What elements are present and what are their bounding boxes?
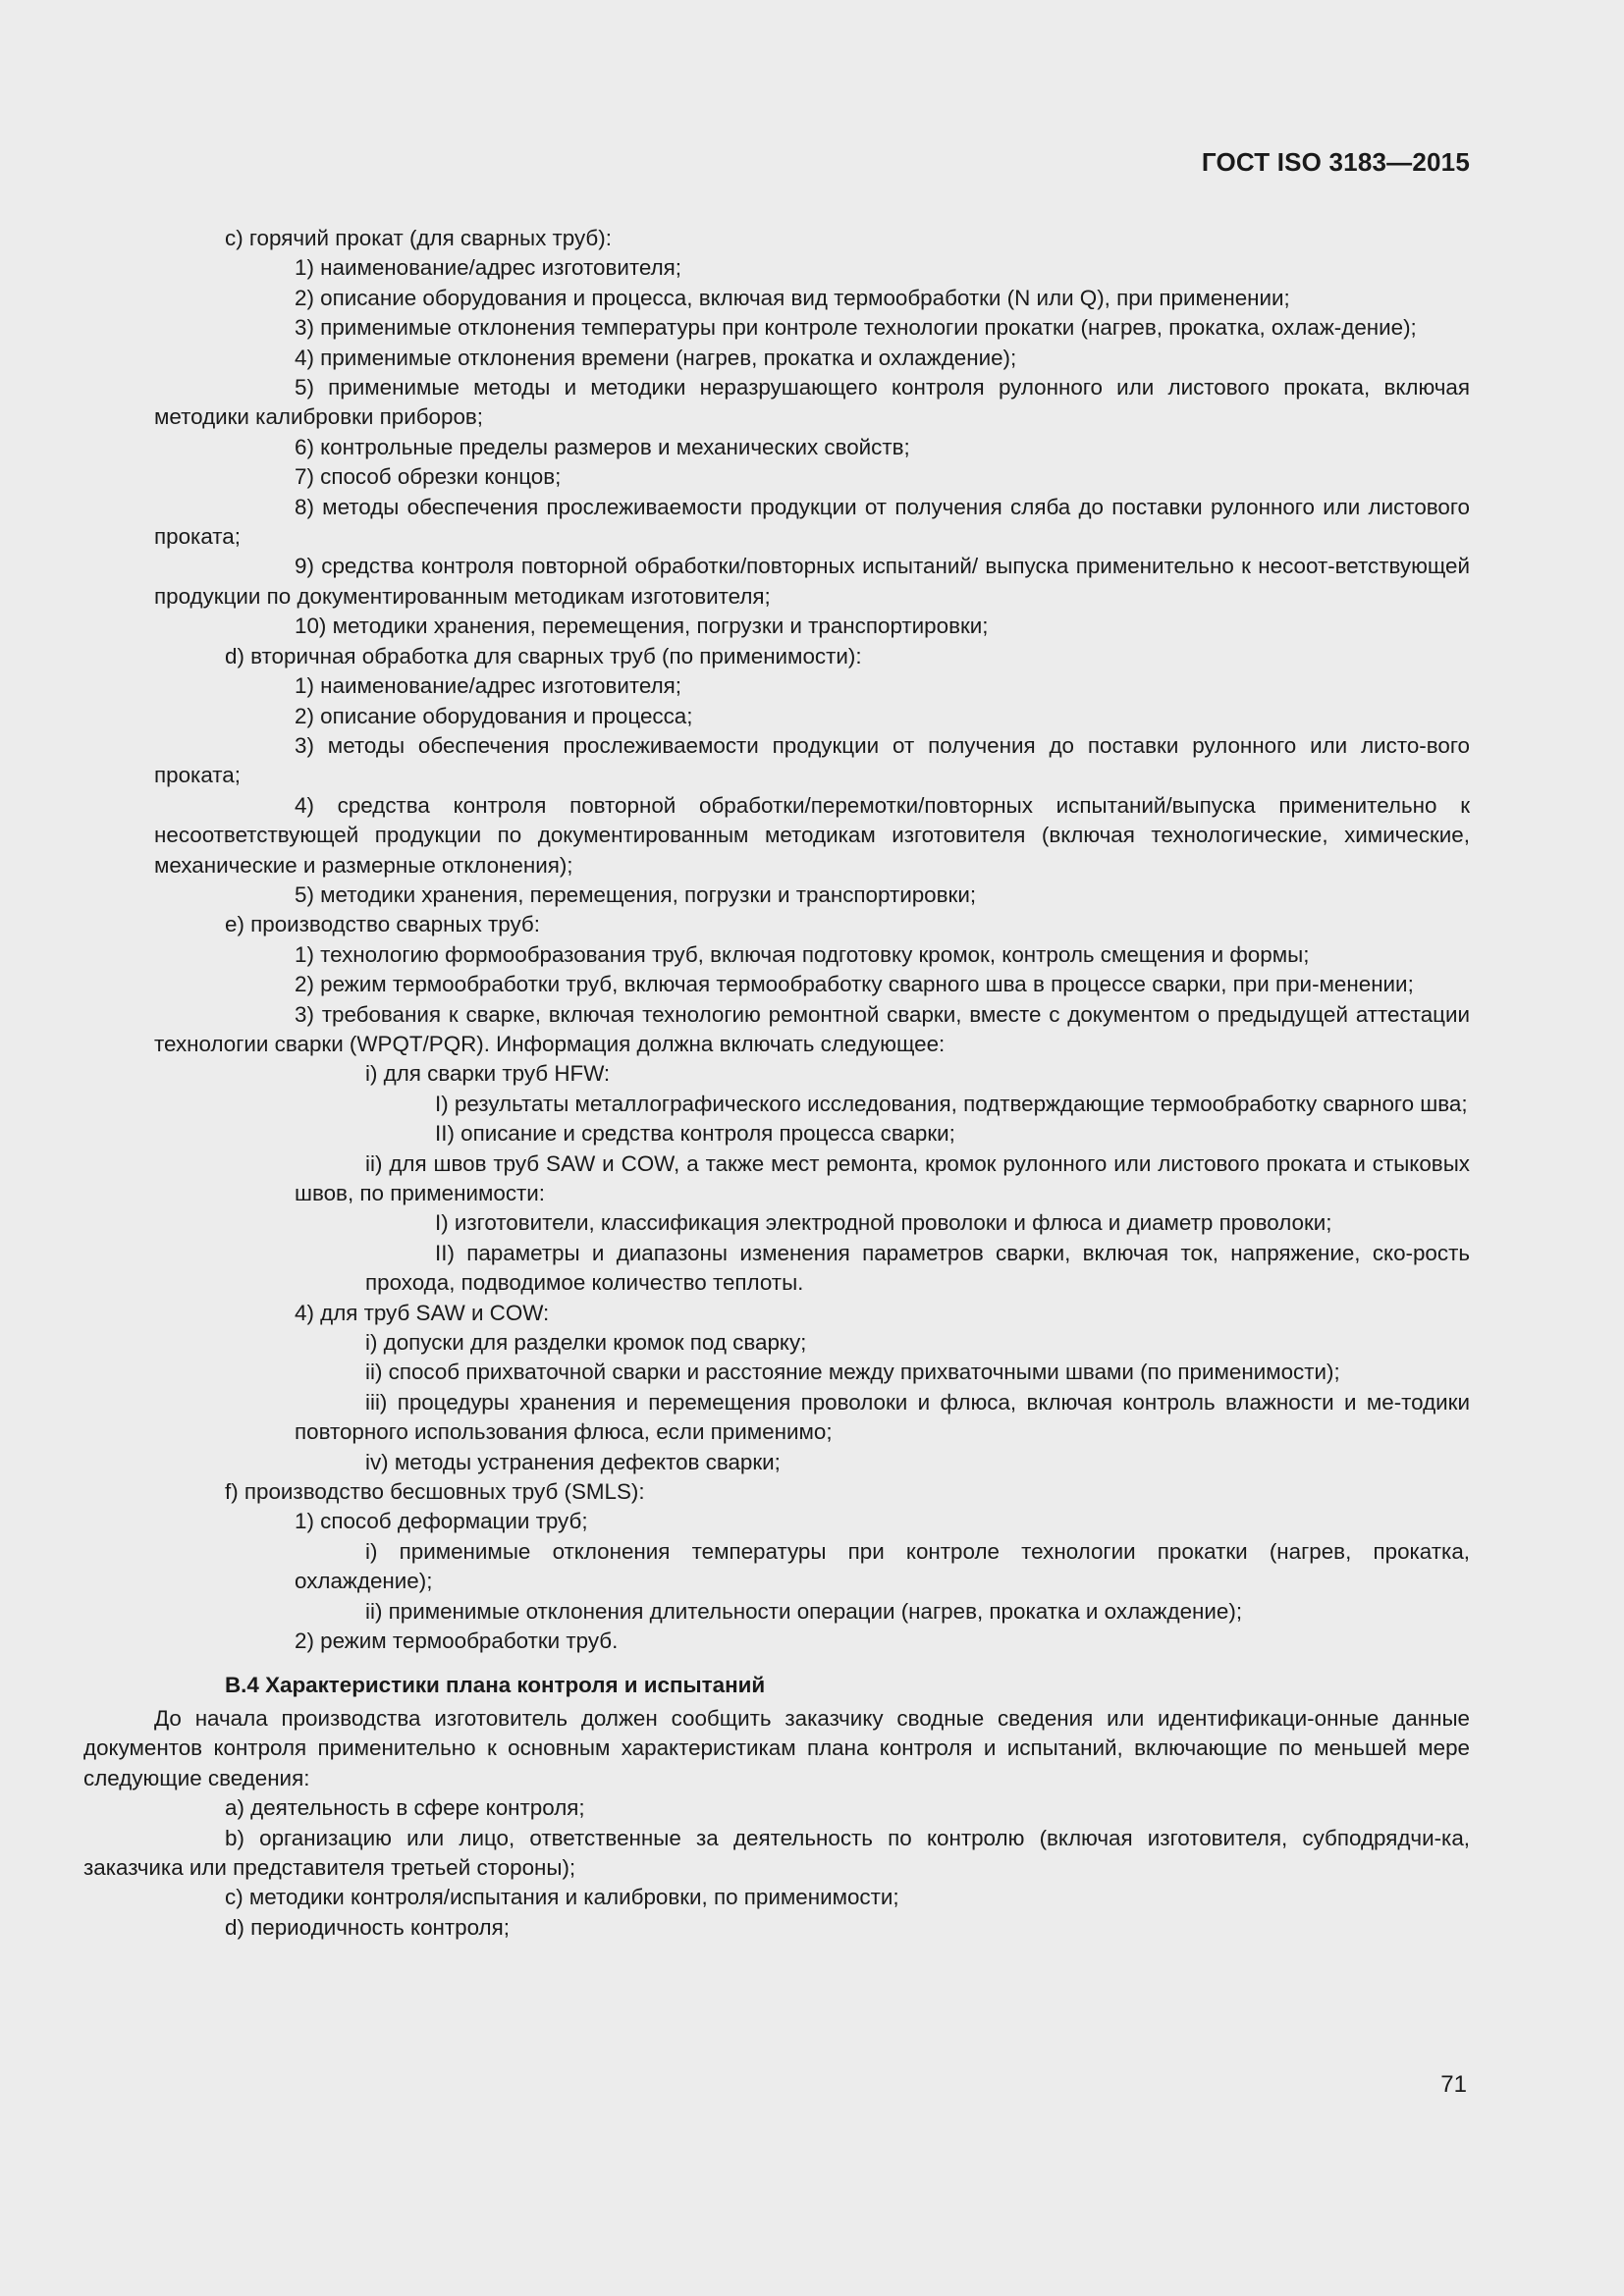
list-item: 2) описание оборудования и процесса, включая вид термообработки (N или Q), при применении; bbox=[295, 285, 1290, 310]
page-number: 71 bbox=[1440, 2071, 1467, 2098]
section-intro: До начала производства изготовитель должен сообщить заказчику сводные сведения или идентификаци-онные данные документов контроля применительно к основным характеристикам плана контроля и испытаний, включающие по меньшей мере следующие сведения: bbox=[83, 1705, 1470, 1790]
list-item: 9) средства контроля повторной обработки/повторных испытаний/ выпуска применительно к несоот-ветствующей продукции по документированным методикам изготовителя; bbox=[154, 554, 1470, 609]
list-item: 5) применимые методы и методики неразрушающего контроля рулонного или листового проката, включая методики калибровки приборов; bbox=[154, 375, 1470, 430]
document-header: ГОСТ ISO 3183—2015 bbox=[1201, 147, 1470, 177]
list-item: 1) способ деформации труб; bbox=[295, 1509, 588, 1534]
list-item: iii) процедуры хранения и перемещения проволоки и флюса, включая контроль влажности и ме-тодики повторного использования флюса, если применимо; bbox=[295, 1389, 1470, 1445]
list-item: 1) наименование/адрес изготовителя; bbox=[295, 255, 681, 281]
list-item: iv) методы устранения дефектов сварки; bbox=[365, 1449, 781, 1474]
list-item: i) допуски для разделки кромок под сварку; bbox=[365, 1330, 807, 1356]
list-item: 8) методы обеспечения прослеживаемости продукции от получения сляба до поставки рулонного или листового проката; bbox=[154, 494, 1470, 550]
list-item: 4) применимые отклонения времени (нагрев, прокатка и охлаждение); bbox=[295, 345, 1017, 370]
list-item: 4) средства контроля повторной обработки/перемотки/повторных испытаний/выпуска применительно к несоответствующей продукции по документированным методикам изготовителя (включая технологические, химические, механические и размерные отклонения); bbox=[154, 792, 1470, 878]
list-item: ii) для швов труб SAW и COW, а также мест ремонта, кромок рулонного или листового проката и стыковых швов, по применимости: bbox=[295, 1150, 1470, 1205]
document-body bbox=[83, 224, 1470, 1943]
list-item: 1) наименование/адрес изготовителя; bbox=[295, 673, 681, 699]
list-item: 7) способ обрезки концов; bbox=[295, 464, 562, 490]
list-item: 3) требования к сварке, включая технологию ремонтной сварки, вместе с документом о предыдущей аттестации технологии сварки (WPQT/PQR). Информация должна включать следующее: bbox=[154, 1001, 1470, 1056]
list-item: II) описание и средства контроля процесса сварки; bbox=[435, 1121, 955, 1147]
list-item: 3) применимые отклонения температуры при контроле технологии прокатки (нагрев, прокатка, охлаж-дение); bbox=[295, 315, 1417, 341]
list-item: I) результаты металлографического исследования, подтверждающие термообработку сварного шва; bbox=[435, 1091, 1468, 1116]
list-item: 2) режим термообработки труб, включая термообработку сварного шва в процессе сварки, при при-менении; bbox=[295, 972, 1414, 997]
list-item: 5) методики хранения, перемещения, погрузки и транспортировки; bbox=[295, 881, 977, 907]
list-item: ii) способ прихваточной сварки и расстояние между прихваточными швами (по применимости); bbox=[365, 1360, 1340, 1385]
list-item: i) для сварки труб HFW: bbox=[365, 1061, 611, 1087]
list-item: 2) описание оборудования и процесса; bbox=[295, 703, 693, 728]
list-item: 10) методики хранения, перемещения, погрузки и транспортировки; bbox=[295, 614, 989, 639]
list-item: I) изготовители, классификация электродной проволоки и флюса и диаметр проволоки; bbox=[435, 1210, 1332, 1236]
list-item: 1) технологию формообразования труб, включая подготовку кромок, контроль смещения и формы; bbox=[295, 941, 1310, 967]
list-item: e) производство сварных труб: bbox=[225, 912, 540, 937]
list-item: 3) методы обеспечения прослеживаемости продукции от получения до поставки рулонного или листо-вого проката; bbox=[154, 732, 1470, 788]
section-heading: В.4 Характеристики плана контроля и испытаний bbox=[225, 1672, 766, 1697]
list-item: 4) для труб SAW и COW: bbox=[295, 1300, 550, 1325]
list-item: d) периодичность контроля; bbox=[225, 1914, 510, 1940]
list-item: 6) контрольные пределы размеров и механических свойств; bbox=[295, 434, 910, 459]
list-item: b) организацию или лицо, ответственные за деятельность по контролю (включая изготовителя, субподрядчи-ка, заказчика или представителя третьей стороны); bbox=[83, 1825, 1470, 1880]
list-item: f) производство бесшовных труб (SMLS): bbox=[225, 1479, 645, 1505]
list-item: 2) режим термообработки труб. bbox=[295, 1629, 619, 1654]
list-item: d) вторичная обработка для сварных труб (по применимости): bbox=[225, 643, 862, 668]
list-item: II) параметры и диапазоны изменения параметров сварки, включая ток, напряжение, ско-рость прохода, подводимое количество теплоты. bbox=[365, 1240, 1470, 1296]
list-item: c) методики контроля/испытания и калибровки, по применимости; bbox=[225, 1885, 899, 1910]
list-item: c) горячий прокат (для сварных труб): bbox=[225, 226, 612, 250]
list-item: ii) применимые отклонения длительности операции (нагрев, прокатка и охлаждение); bbox=[365, 1598, 1243, 1624]
list-item: i) применимые отклонения температуры при контроле технологии прокатки (нагрев, прокатка, охлаждение); bbox=[295, 1538, 1470, 1594]
list-item: a) деятельность в сфере контроля; bbox=[225, 1795, 585, 1821]
